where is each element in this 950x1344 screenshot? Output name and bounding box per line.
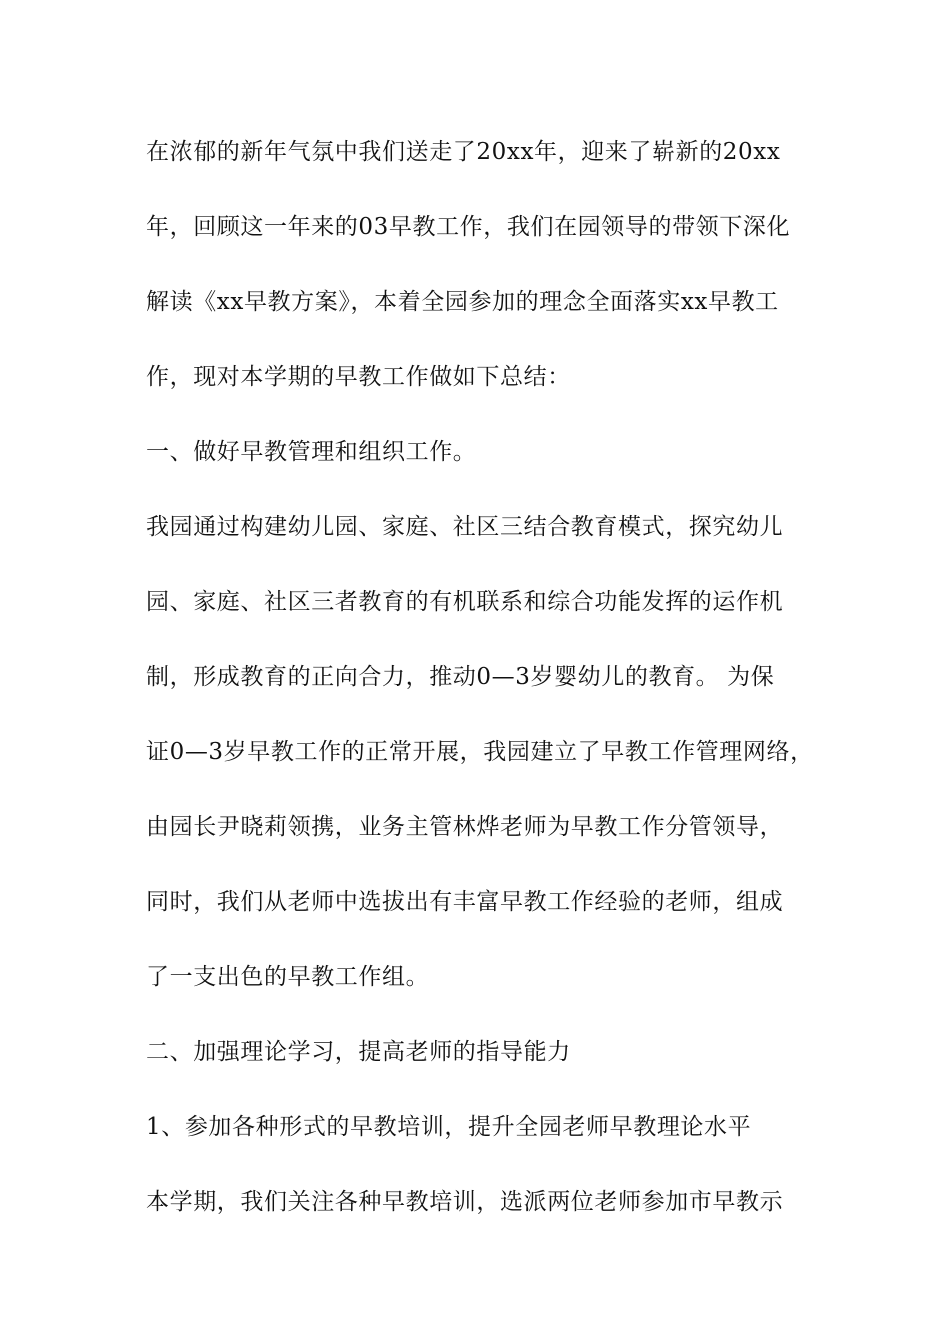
text-line: 本学期，我们关注各种早教培训，选派两位老师参加市早教示: [146, 1189, 784, 1215]
text-line: 由园长尹晓莉领携，业务主管林烨老师为早教工作分管领导，: [146, 814, 784, 840]
text-line: 年，回顾这一年来的03早教工作，我们在园领导的带领下深化: [146, 214, 791, 240]
text-line: 园、家庭、社区三者教育的有机联系和综合功能发挥的运作机: [146, 589, 784, 615]
text-line: 解读《xx早教方案》，本着全园参加的理念全面落实xx早教工: [146, 289, 779, 315]
text-line: 制，形成教育的正向合力，推动0—3岁婴幼儿的教育。 为保: [146, 664, 775, 690]
section-heading: 二、加强理论学习，提高老师的指导能力: [146, 1039, 571, 1065]
text-line: 证0—3岁早教工作的正常开展，我园建立了早教工作管理网络，: [146, 739, 814, 765]
text-line: 同时，我们从老师中选拔出有丰富早教工作经验的老师，组成: [146, 889, 784, 915]
text-line: 我园通过构建幼儿园、家庭、社区三结合教育模式，探究幼儿: [146, 514, 784, 540]
text-line: 在浓郁的新年气氛中我们送走了20xx年，迎来了崭新的20xx: [146, 139, 781, 165]
subsection-heading: 1、参加各种形式的早教培训，提升全园老师早教理论水平: [146, 1114, 752, 1140]
section-heading: 一、做好早教管理和组织工作。: [146, 439, 477, 465]
text-line: 了一支出色的早教工作组。: [146, 964, 430, 990]
text-line: 作，现对本学期的早教工作做如下总结：: [146, 364, 571, 390]
